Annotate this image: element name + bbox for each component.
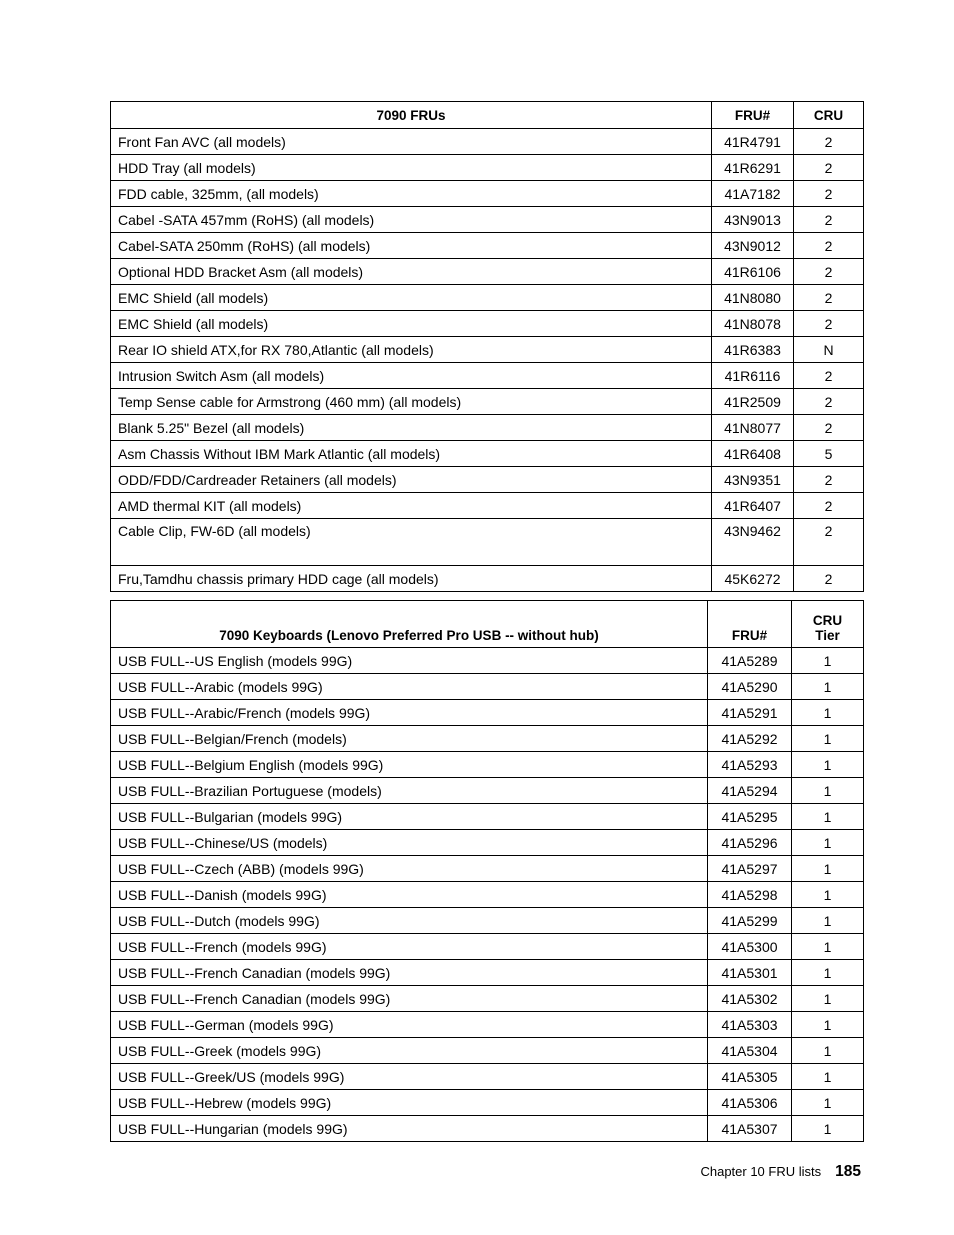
cell-cru: 1 <box>792 752 864 778</box>
cell-cru: 2 <box>794 363 864 389</box>
table-row <box>111 778 864 804</box>
table-row <box>111 311 864 337</box>
cell-description: HDD Tray (all models) <box>111 155 712 181</box>
cell-fru-number: 41R6383 <box>712 337 794 363</box>
cell-fru-number: 41A5295 <box>708 804 792 830</box>
table-row <box>111 389 864 415</box>
table-row <box>111 259 864 285</box>
cell-cru: 1 <box>792 700 864 726</box>
cell-fru-number: 41A7182 <box>712 181 794 207</box>
cell-cru: 1 <box>792 726 864 752</box>
cell-cru: 2 <box>794 467 864 493</box>
cell-description: EMC Shield (all models) <box>111 311 712 337</box>
cell-cru: 2 <box>794 155 864 181</box>
cell-cru: 2 <box>794 233 864 259</box>
cell-cru: 2 <box>794 311 864 337</box>
cell-fru-number: 41A5302 <box>708 986 792 1012</box>
table-row <box>111 467 864 493</box>
header-fru: FRU# <box>712 102 794 129</box>
table-row <box>111 648 864 674</box>
keyboard-table-body <box>111 648 864 1142</box>
cell-fru-number: 41A5289 <box>708 648 792 674</box>
cell-cru: 2 <box>794 519 864 566</box>
cell-fru-number: 41N8078 <box>712 311 794 337</box>
cell-cru: 1 <box>792 1116 864 1142</box>
cell-description: USB FULL--Danish (models 99G) <box>111 882 708 908</box>
cell-cru: 1 <box>792 1090 864 1116</box>
cell-cru: 2 <box>794 181 864 207</box>
table-row <box>111 415 864 441</box>
cell-description: Front Fan AVC (all models) <box>111 129 712 155</box>
cell-description: USB FULL--Arabic (models 99G) <box>111 674 708 700</box>
table-row <box>111 207 864 233</box>
table-row <box>111 1012 864 1038</box>
cell-fru-number: 41N8080 <box>712 285 794 311</box>
table-header-row <box>111 601 864 648</box>
cell-cru: 1 <box>792 804 864 830</box>
cell-cru: 2 <box>794 129 864 155</box>
table-row <box>111 285 864 311</box>
cell-fru-number: 41A5306 <box>708 1090 792 1116</box>
cell-cru: 1 <box>792 1038 864 1064</box>
cell-description: Cabel-SATA 250mm (RoHS) (all models) <box>111 233 712 259</box>
cell-description: Blank 5.25" Bezel (all models) <box>111 415 712 441</box>
header-cru-tier <box>792 601 864 648</box>
table-header-row <box>111 102 864 129</box>
cell-fru-number: 41A5290 <box>708 674 792 700</box>
table-row <box>111 233 864 259</box>
table-row <box>111 1090 864 1116</box>
cell-cru: 1 <box>792 856 864 882</box>
cell-fru-number: 41A5305 <box>708 1064 792 1090</box>
table-row <box>111 493 864 519</box>
cell-fru-number: 41R6408 <box>712 441 794 467</box>
table-row <box>111 804 864 830</box>
cell-cru: 1 <box>792 1012 864 1038</box>
cell-fru-number: 41A5303 <box>708 1012 792 1038</box>
cell-description: Temp Sense cable for Armstrong (460 mm) (all models) <box>111 389 712 415</box>
cell-cru: 1 <box>792 674 864 700</box>
table-row <box>111 960 864 986</box>
cell-fru-number: 41R6407 <box>712 493 794 519</box>
cell-fru-number: 41A5292 <box>708 726 792 752</box>
table-row <box>111 129 864 155</box>
table-row <box>111 1064 864 1090</box>
chapter-label: Chapter 10 FRU lists <box>700 1164 822 1179</box>
header-cru-line2: Tier <box>815 628 840 643</box>
cell-description: USB FULL--Hebrew (models 99G) <box>111 1090 708 1116</box>
cell-cru: 2 <box>794 566 864 592</box>
cell-description: USB FULL--French Canadian (models 99G) <box>111 960 708 986</box>
table-row <box>111 1116 864 1142</box>
cell-description: USB FULL--Chinese/US (models) <box>111 830 708 856</box>
cell-description: USB FULL--French (models 99G) <box>111 934 708 960</box>
cell-cru: 1 <box>792 882 864 908</box>
cell-description: USB FULL--German (models 99G) <box>111 1012 708 1038</box>
header-description: 7090 FRUs <box>111 102 712 129</box>
table-row <box>111 363 864 389</box>
cell-description: Cable Clip, FW-6D (all models) <box>111 519 712 566</box>
cell-cru: 1 <box>792 934 864 960</box>
table-row <box>111 908 864 934</box>
cell-description: USB FULL--Hungarian (models 99G) <box>111 1116 708 1142</box>
table-row <box>111 986 864 1012</box>
table-row <box>111 337 864 363</box>
cell-description: USB FULL--French Canadian (models 99G) <box>111 986 708 1012</box>
cell-fru-number: 41R6106 <box>712 259 794 285</box>
cell-cru: 2 <box>794 285 864 311</box>
table-row <box>111 882 864 908</box>
fru-table <box>110 101 864 592</box>
cell-description: USB FULL--Brazilian Portuguese (models) <box>111 778 708 804</box>
cell-fru-number: 45K6272 <box>712 566 794 592</box>
table-row <box>111 752 864 778</box>
cell-description: USB FULL--Czech (ABB) (models 99G) <box>111 856 708 882</box>
cell-description: ODD/FDD/Cardreader Retainers (all models) <box>111 467 712 493</box>
cell-cru: 5 <box>794 441 864 467</box>
table-row <box>111 1038 864 1064</box>
cell-description: Fru,Tamdhu chassis primary HDD cage (all models) <box>111 566 712 592</box>
cell-cru: 2 <box>794 207 864 233</box>
cell-description: USB FULL--Arabic/French (models 99G) <box>111 700 708 726</box>
cell-cru: 2 <box>794 389 864 415</box>
cell-cru: 1 <box>792 908 864 934</box>
cell-fru-number: 41R4791 <box>712 129 794 155</box>
cell-description: USB FULL--Greek (models 99G) <box>111 1038 708 1064</box>
cell-cru: 1 <box>792 1064 864 1090</box>
table-row <box>111 181 864 207</box>
cell-fru-number: 41R6291 <box>712 155 794 181</box>
header-cru-line1: CRU <box>812 613 843 628</box>
cell-fru-number: 41A5304 <box>708 1038 792 1064</box>
table-row <box>111 856 864 882</box>
table-row <box>111 674 864 700</box>
keyboard-table <box>110 600 864 1142</box>
cell-description: Intrusion Switch Asm (all models) <box>111 363 712 389</box>
cell-fru-number: 41A5307 <box>708 1116 792 1142</box>
cell-cru: 2 <box>794 259 864 285</box>
table-row <box>111 726 864 752</box>
cell-cru: N <box>794 337 864 363</box>
cell-fru-number: 43N9013 <box>712 207 794 233</box>
cell-description: USB FULL--Dutch (models 99G) <box>111 908 708 934</box>
table-row <box>111 441 864 467</box>
cell-description: FDD cable, 325mm, (all models) <box>111 181 712 207</box>
cell-fru-number: 41A5298 <box>708 882 792 908</box>
cell-description: USB FULL--Bulgarian (models 99G) <box>111 804 708 830</box>
cell-cru: 1 <box>792 778 864 804</box>
table-row <box>111 519 864 566</box>
cell-fru-number: 43N9462 <box>712 519 794 566</box>
cell-description: USB FULL--US English (models 99G) <box>111 648 708 674</box>
cell-description: USB FULL--Belgium English (models 99G) <box>111 752 708 778</box>
cell-fru-number: 41A5299 <box>708 908 792 934</box>
cell-fru-number: 41R6116 <box>712 363 794 389</box>
cell-fru-number: 41A5300 <box>708 934 792 960</box>
cell-description: Optional HDD Bracket Asm (all models) <box>111 259 712 285</box>
cell-fru-number: 41A5301 <box>708 960 792 986</box>
cell-description: EMC Shield (all models) <box>111 285 712 311</box>
cell-fru-number: 43N9351 <box>712 467 794 493</box>
cell-description: Rear IO shield ATX,for RX 780,Atlantic (all models) <box>111 337 712 363</box>
cell-description: USB FULL--Belgian/French (models) <box>111 726 708 752</box>
cell-fru-number: 41A5291 <box>708 700 792 726</box>
cell-description: Cabel -SATA 457mm (RoHS) (all models) <box>111 207 712 233</box>
header-cru: CRU <box>794 102 864 129</box>
table-row <box>111 700 864 726</box>
cell-description: AMD thermal KIT (all models) <box>111 493 712 519</box>
cell-fru-number: 41A5296 <box>708 830 792 856</box>
page-number: 185 <box>835 1163 861 1180</box>
cell-fru-number: 41A5294 <box>708 778 792 804</box>
table-row <box>111 155 864 181</box>
cell-cru: 1 <box>792 648 864 674</box>
cell-cru: 1 <box>792 960 864 986</box>
cell-fru-number: 41A5293 <box>708 752 792 778</box>
cell-cru: 2 <box>794 415 864 441</box>
cell-fru-number: 43N9012 <box>712 233 794 259</box>
cell-description: Asm Chassis Without IBM Mark Atlantic (all models) <box>111 441 712 467</box>
header-fru: FRU# <box>708 601 792 648</box>
cell-cru: 2 <box>794 493 864 519</box>
table-row <box>111 566 864 592</box>
cell-cru: 1 <box>792 986 864 1012</box>
cell-description: USB FULL--Greek/US (models 99G) <box>111 1064 708 1090</box>
fru-table-body <box>111 129 864 592</box>
page-footer <box>700 1163 861 1181</box>
table-row <box>111 934 864 960</box>
cell-fru-number: 41A5297 <box>708 856 792 882</box>
header-description: 7090 Keyboards (Lenovo Preferred Pro USB -- without hub) <box>111 601 708 648</box>
cell-fru-number: 41R2509 <box>712 389 794 415</box>
cell-fru-number: 41N8077 <box>712 415 794 441</box>
table-row <box>111 830 864 856</box>
cell-cru: 1 <box>792 830 864 856</box>
